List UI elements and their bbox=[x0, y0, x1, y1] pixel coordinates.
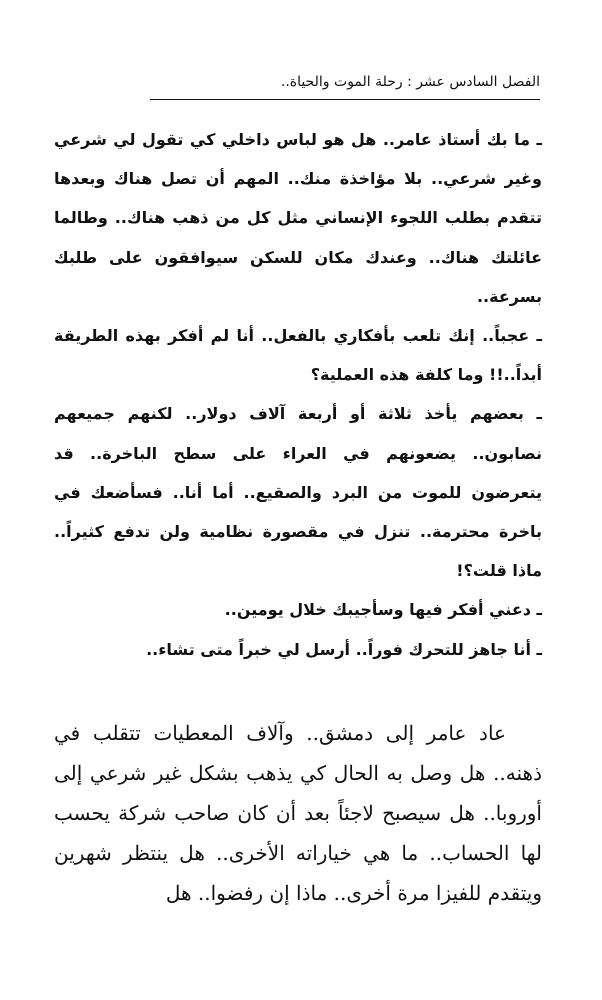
dialogue-section bbox=[54, 120, 542, 669]
dialogue-line: ـ أنا جاهز للتحرك فوراً.. أرسل لي خبراً متى تشاء.. bbox=[146, 639, 542, 659]
dialogue-line: ـ عجباً.. إنك تلعب بأفكاري بالفعل.. أنا لم أفكر بهذه الطريقة أبداً..!! وما كلفة هذه العملية؟ bbox=[54, 326, 542, 385]
running-header: الفصل السادس عشر : رحلة الموت والحياة.. bbox=[280, 74, 540, 90]
narrative-paragraph: عاد عامر إلى دمشق.. وآلاف المعطيات تتقلب في ذهنه.. هل وصل به الحال كي يذهب بشكل غير شرعي إلى أوروبا.. هل سيصبح لاجئاً بعد أن كان صاحب شركة يحسب لها الحساب.. ما هي خياراته الأخرى.. هل ينتظر شهرين ويتقدم للفيزا مرة أخرى.. ماذا إن رفضوا.. هل bbox=[54, 720, 542, 905]
dialogue-line: ـ ما بك أستاذ عامر.. هل هو لباس داخلي كي تقول لي شرعي وغير شرعي.. بلا مؤاخذة منك.. المهم أن تصل هناك وبعدها تتقدم بطلب اللجوء الإنساني مثل كل من ذهب هناك.. وطالما عائلتك هناك.. وعندك مكان للسكن سيوافقون على طلبك بسرعة.. bbox=[54, 130, 542, 306]
dialogue-line: ـ بعضهم يأخذ ثلاثة أو أربعة آلاف دولار.. لكنهم جميعهم نصابون.. يضعونهم في العراء على سطح الباخرة.. قد يتعرضون للموت من البرد والصقيع.. أما أنا.. فسأضعك في باخرة محترمة.. تنزل في مقصورة نظامية ولن تدفع كثيراً.. ماذا قلت؟! bbox=[54, 404, 542, 581]
dialogue-line: ـ دعني أفكر فيها وسأجيبك خلال يومين.. bbox=[224, 600, 542, 620]
header-divider bbox=[150, 99, 540, 100]
page-body bbox=[54, 120, 542, 933]
